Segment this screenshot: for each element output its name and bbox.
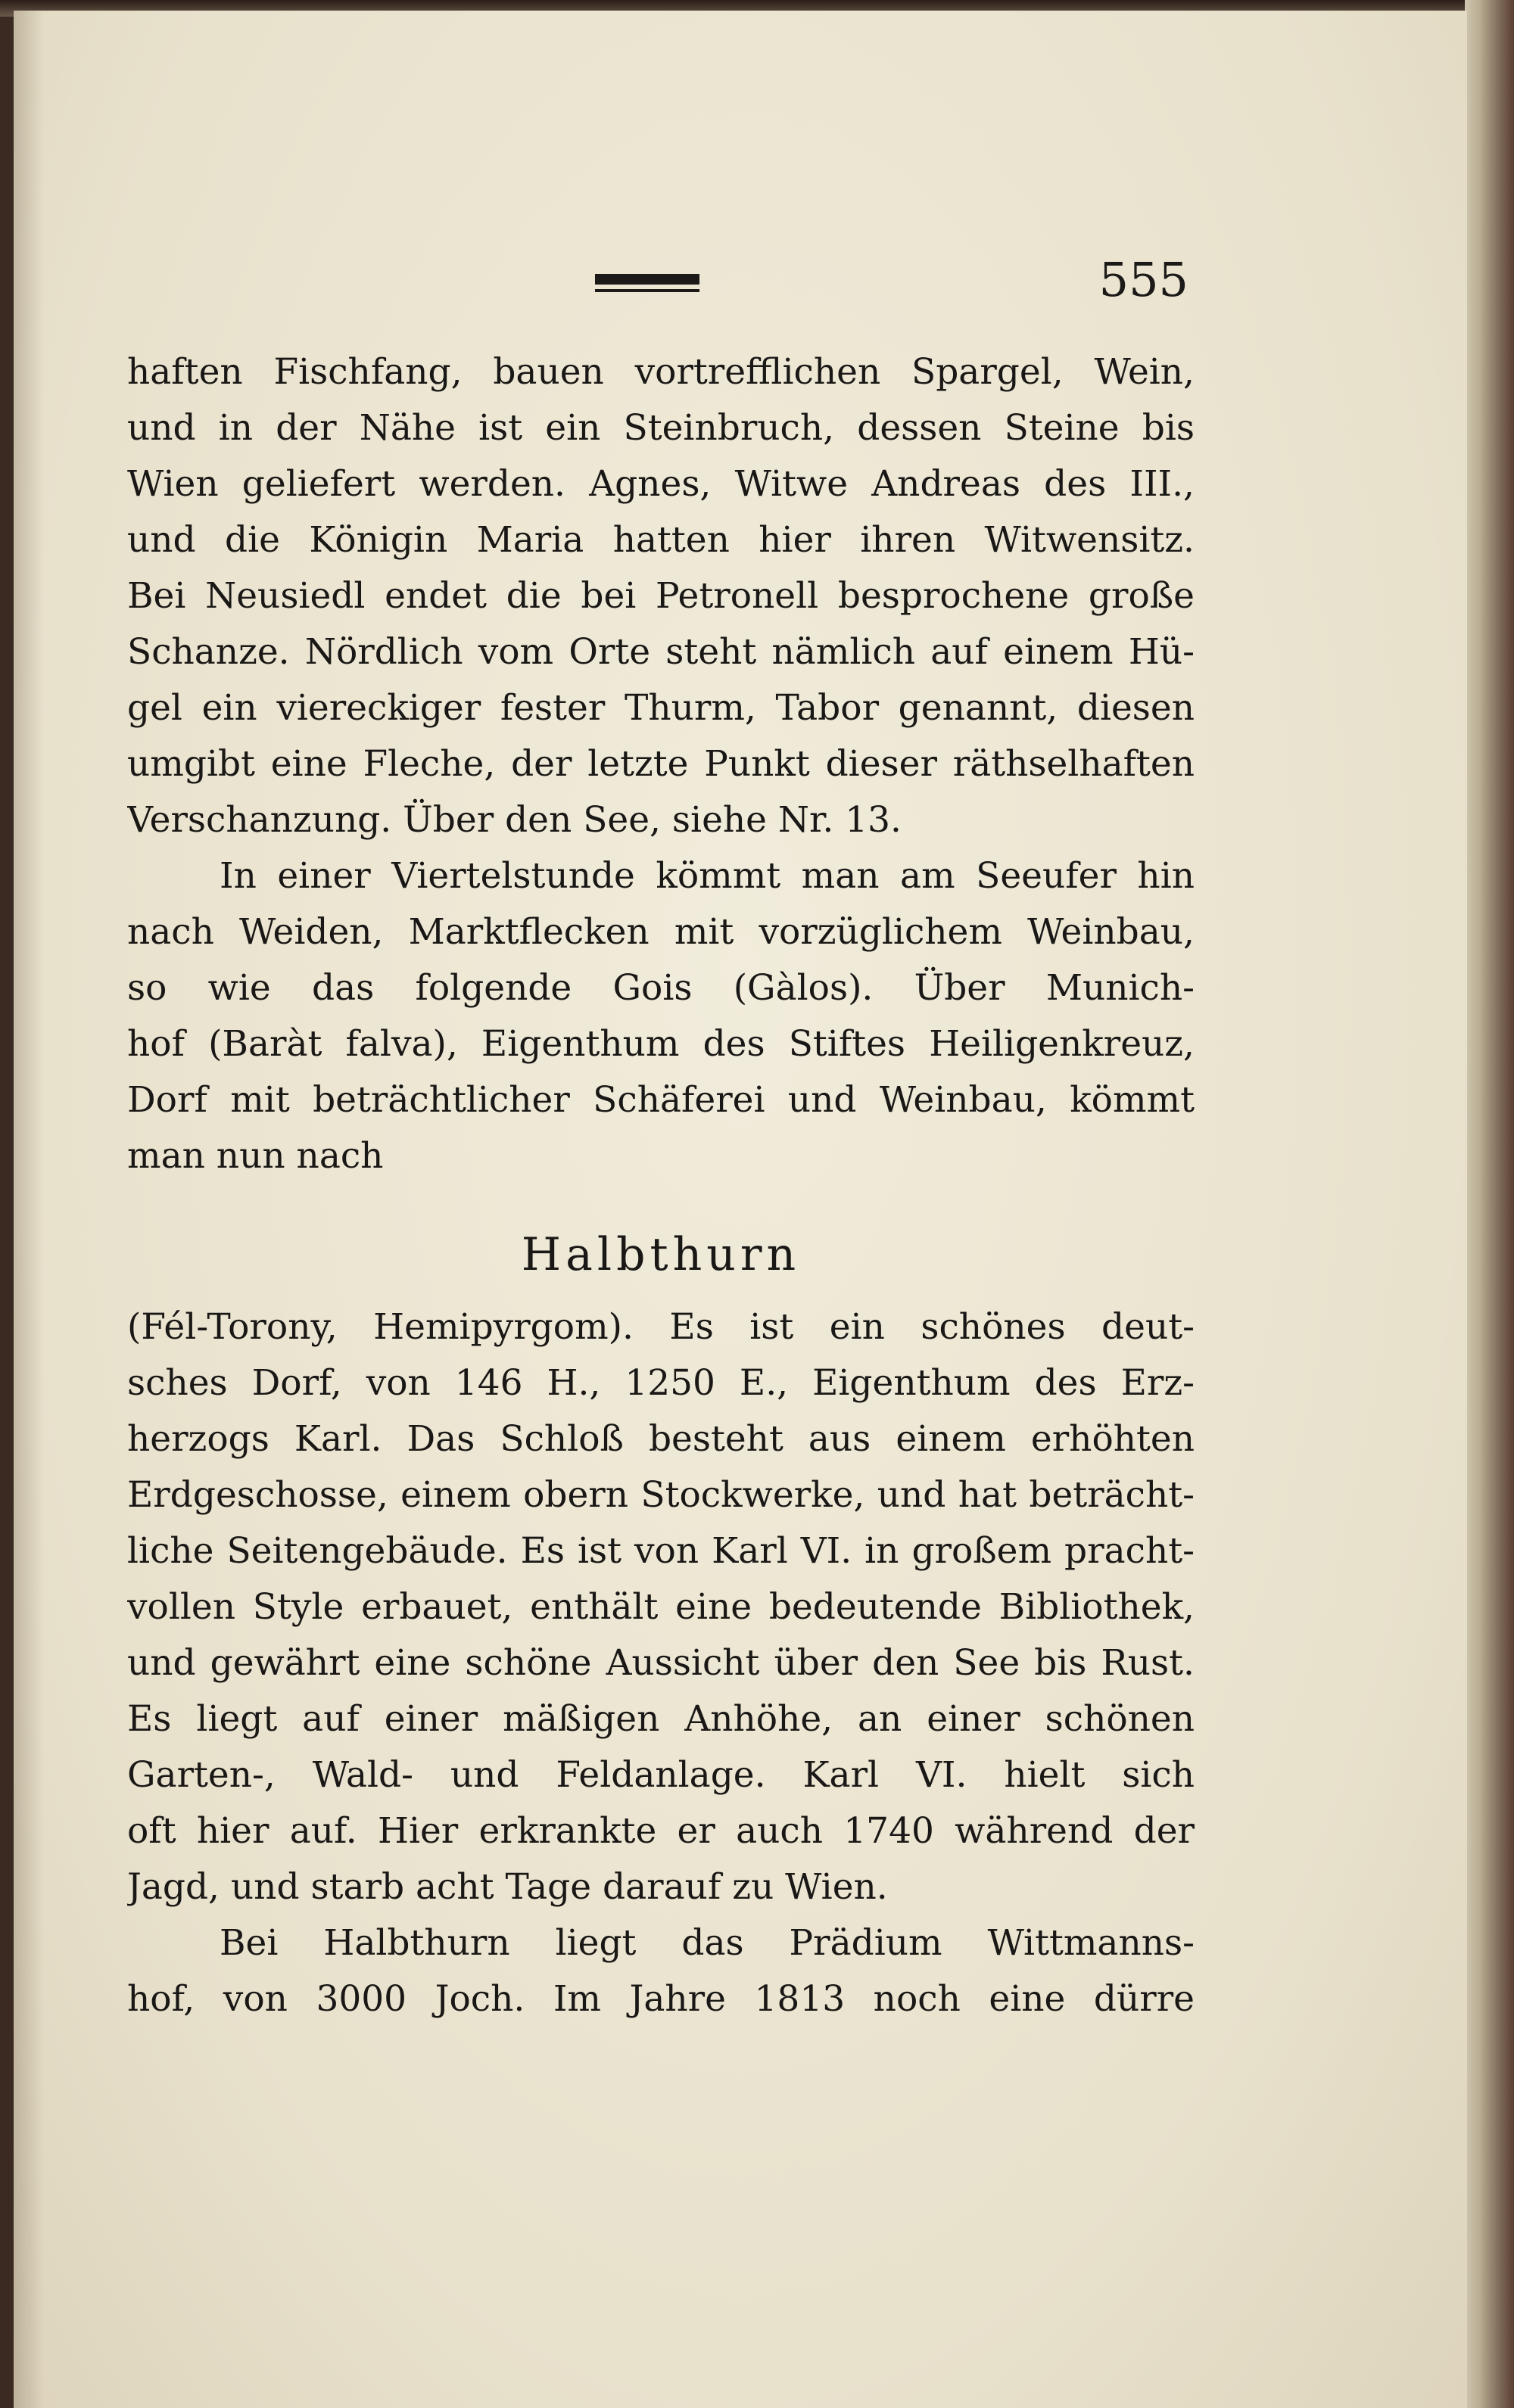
header-ornament-rule — [595, 274, 699, 285]
text-line: und die Königin Maria hatten hier ihren Witwensitz. — [127, 519, 1195, 561]
section-heading: Halbthurn — [521, 1228, 801, 1281]
text-line: haften Fischfang, bauen vortrefflichen Spargel, Wein, — [127, 351, 1195, 393]
text-line: vollen Style erbauet, enthält eine bedeutende Bibliothek, — [127, 1586, 1195, 1628]
text-line: Dorf mit beträchtlicher Schäferei und Weinbau, kömmt — [127, 1079, 1195, 1121]
text-line: gel ein viereckiger fester Thurm, Tabor genannt, diesen — [127, 687, 1195, 729]
text-line: Jagd, und starb acht Tage darauf zu Wien. — [127, 1866, 888, 1908]
text-line: Wien geliefert werden. Agnes, Witwe Andreas des III., — [127, 463, 1195, 505]
text-line: Verschanzung. Über den See, siehe Nr. 13. — [127, 799, 902, 841]
text-line: nach Weiden, Marktflecken mit vorzüglichem Weinbau, — [127, 911, 1195, 953]
text-line: Erdgeschosse, einem obern Stockwerke, und hat beträcht- — [127, 1474, 1195, 1516]
text-line: umgibt eine Fleche, der letzte Punkt dieser räthselhaften — [127, 743, 1195, 785]
text-line: Bei Neusiedl endet die bei Petronell besprochene große — [127, 575, 1195, 617]
text-line: hof (Baràt falva), Eigenthum des Stiftes Heiligenkreuz, — [127, 1023, 1195, 1065]
text-line: Bei Halbthurn liegt das Prädium Wittmanns- — [220, 1922, 1195, 1964]
text-line: sches Dorf, von 146 H., 1250 E., Eigenthum des Erz- — [127, 1362, 1195, 1404]
text-line: Garten-, Wald- und Feldanlage. Karl VI. hielt sich — [127, 1754, 1195, 1796]
text-line: und in der Nähe ist ein Steinbruch, dessen Steine bis — [127, 407, 1195, 449]
page-number: 555 — [1098, 252, 1188, 307]
text-line: oft hier auf. Hier erkrankte er auch 1740 während der — [127, 1810, 1195, 1852]
text-line: hof, von 3000 Joch. Im Jahre 1813 noch eine dürre — [127, 1978, 1195, 2020]
text-line: und gewährt eine schöne Aussicht über den See bis Rust. — [127, 1642, 1195, 1684]
text-line: herzogs Karl. Das Schloß besteht aus einem erhöhten — [127, 1418, 1195, 1460]
text-line: Es liegt auf einer mäßigen Anhöhe, an einer schönen — [127, 1698, 1195, 1740]
text-line: In einer Viertelstunde kömmt man am Seeufer hin — [220, 855, 1195, 897]
text-line: so wie das folgende Gois (Gàlos). Über Munich- — [127, 967, 1195, 1009]
text-line: Schanze. Nördlich vom Orte steht nämlich auf einem Hü- — [127, 631, 1195, 673]
text-line: liche Seitengebäude. Es ist von Karl VI. in großem pracht- — [127, 1530, 1195, 1572]
text-line: man nun nach — [127, 1135, 384, 1177]
gutter-shadow — [14, 11, 44, 2408]
book-page-edges — [1465, 0, 1514, 2408]
text-line: (Fél-Torony, Hemipyrgom). Es ist ein schönes deut- — [127, 1306, 1195, 1348]
